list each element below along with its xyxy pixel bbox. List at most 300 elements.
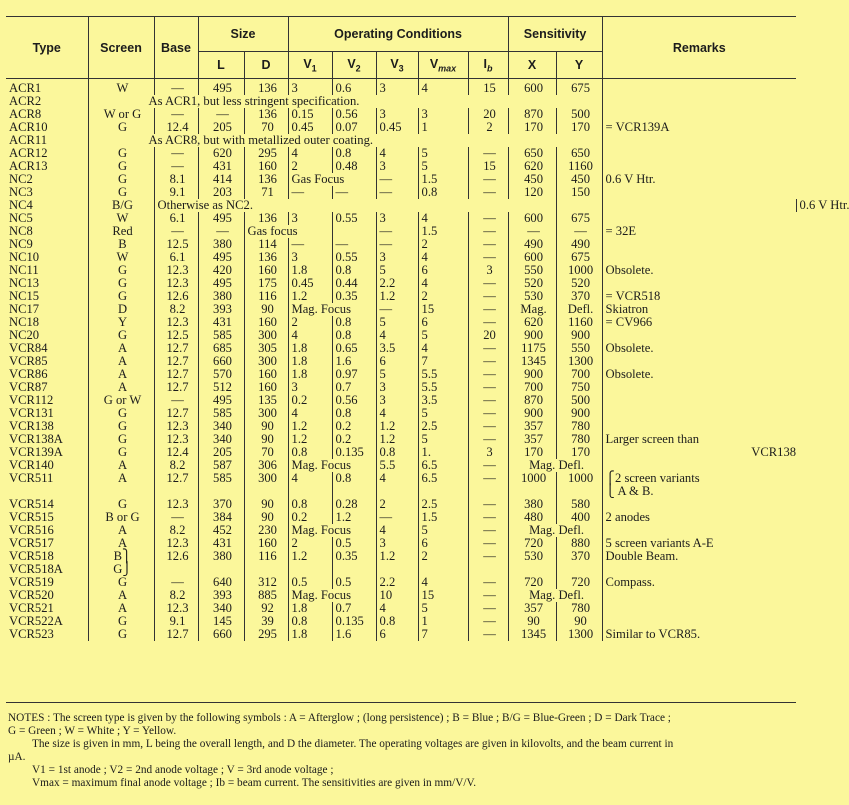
cell-d: 90	[244, 511, 288, 524]
cell-remarks	[602, 147, 796, 160]
cell-type: VCR511	[9, 471, 54, 485]
cell-l: 384	[198, 511, 244, 524]
cell-vmax: 5	[418, 602, 468, 615]
cell-y: 1160	[556, 316, 602, 329]
cell-l: 512	[198, 381, 244, 394]
cell-v2: 0.2	[332, 433, 376, 446]
cell-screen: B⎫	[88, 550, 154, 563]
cell-l: 380	[198, 550, 244, 563]
cell-type: VCR516	[9, 523, 54, 537]
cell-y: 780	[556, 420, 602, 433]
cell-type: NC8	[9, 224, 33, 238]
cell-type: NC13	[9, 276, 40, 290]
cell-remarks	[602, 79, 796, 96]
cell-d: 114	[244, 238, 288, 251]
cell-type: NC17	[9, 302, 40, 316]
cell-screen: W	[88, 251, 154, 264]
cell-l: 452	[198, 524, 244, 537]
cell-note-span: Otherwise as NC2.	[154, 199, 556, 212]
cell-d: 90	[244, 420, 288, 433]
cell-l: 570	[198, 368, 244, 381]
cell-screen: G	[88, 160, 154, 173]
cell-ib: —	[468, 498, 508, 511]
cell-ib: —	[468, 472, 508, 485]
cell-y: 880	[556, 537, 602, 550]
cell-v3: —	[376, 186, 418, 199]
cell-v2: 0.135	[332, 615, 376, 628]
cell-base: 12.3	[154, 264, 198, 277]
cell-base: —	[154, 79, 198, 96]
cell-screen: G	[88, 290, 154, 303]
cell-d: 230	[244, 524, 288, 537]
cell-v2: 0.8	[332, 264, 376, 277]
cell-d: 300	[244, 407, 288, 420]
cell-v2: 0.6	[332, 79, 376, 96]
cell-vmax: 4	[418, 212, 468, 225]
cell-vmax: 6	[418, 316, 468, 329]
cell-remarks	[602, 602, 796, 615]
cell-sensitivity: Mag. Defl.	[508, 524, 602, 537]
cell-d: 305	[244, 342, 288, 355]
cell-v3: 2.2	[376, 576, 418, 589]
cell-ib: 20	[468, 108, 508, 121]
cell-v3: 4	[376, 147, 418, 160]
cell-y: 1000	[556, 264, 602, 277]
notes-line-2: G = Green ; W = White ; Y = Yellow.	[8, 725, 177, 737]
cell-v2: 0.35	[332, 550, 376, 563]
cell-y: 1300	[556, 628, 602, 641]
cell-base: 12.3	[154, 316, 198, 329]
cell-l: 380	[198, 238, 244, 251]
cell-d: 160	[244, 264, 288, 277]
cell-ib: 15	[468, 79, 508, 96]
cell-type: VCR523	[9, 627, 54, 641]
cell-l: 660	[198, 628, 244, 641]
cell-ib: —	[468, 368, 508, 381]
cell-y: 400	[556, 511, 602, 524]
cell-x: 450	[508, 173, 556, 186]
cell-x: —	[508, 225, 556, 238]
header-sensitivity: Sensitivity	[508, 17, 602, 52]
cell-l: 203	[198, 186, 244, 199]
cell-screen: A	[88, 381, 154, 394]
cell-remarks	[602, 589, 796, 602]
cell-v2: —	[332, 238, 376, 251]
cell-base: 12.3	[154, 602, 198, 615]
cell-v2: 0.35	[332, 290, 376, 303]
header-x: X	[508, 52, 556, 79]
cell-vmax: 1.5	[418, 511, 468, 524]
cell-vmax: 2	[418, 550, 468, 563]
cell-vmax: 2	[418, 290, 468, 303]
cell-y: 170	[556, 446, 602, 459]
cell-d: 70	[244, 446, 288, 459]
cell-base: 12.4	[154, 446, 198, 459]
cell-vmax: 6.5	[418, 459, 468, 472]
cell-focus: Mag. Focus	[288, 524, 376, 537]
cell-v1: 1.8	[288, 342, 332, 355]
cell-type: VCR520	[9, 588, 54, 602]
cell-type: ACR11	[9, 133, 48, 147]
cell-v2: 0.65	[332, 342, 376, 355]
cell-remarks: Obsolete.	[602, 264, 796, 277]
cell-v3: 4	[376, 407, 418, 420]
cell-l: 393	[198, 303, 244, 316]
cell-type: NC9	[9, 237, 33, 251]
cell-type: VCR517	[9, 536, 54, 550]
cell-v2: 1.6	[332, 628, 376, 641]
cell-base: 12.5	[154, 329, 198, 342]
cell-vmax: 2.5	[418, 498, 468, 511]
header-base: Base	[154, 17, 198, 79]
cell-d: 116	[244, 290, 288, 303]
table-row	[6, 472, 796, 485]
cell-ib: 2	[468, 121, 508, 134]
cell-vmax: 5.5	[418, 381, 468, 394]
cell-ib: —	[468, 589, 508, 602]
cell-d: 92	[244, 602, 288, 615]
header-y: Y	[556, 52, 602, 79]
cell-type: VCR514	[9, 497, 54, 511]
cell-v3: 5	[376, 316, 418, 329]
cell-type: ACR1	[9, 81, 42, 95]
cell-remarks	[602, 238, 796, 251]
table-body	[6, 79, 849, 642]
cell-v1: 4	[288, 407, 332, 420]
cell-type: NC15	[9, 289, 40, 303]
cell-l: 340	[198, 602, 244, 615]
cell-screen: A	[88, 602, 154, 615]
cell-x: 700	[508, 381, 556, 394]
cell-type: VCR131	[9, 406, 54, 420]
cell-l: 640	[198, 576, 244, 589]
cell-v1: 3	[288, 212, 332, 225]
cell-type: VCR522A	[9, 614, 63, 628]
cell-focus: Mag. Focus	[288, 303, 376, 316]
cell-v1: 1.2	[288, 420, 332, 433]
cell-x: 530	[508, 290, 556, 303]
cell-note-span: As ACR1, but less stringent specification.	[88, 95, 602, 108]
cell-d: 312	[244, 576, 288, 589]
cell-v1: 1.8	[288, 602, 332, 615]
cell-v3: 1.2	[376, 290, 418, 303]
cell-ib: —	[468, 355, 508, 368]
cell-v3: 5	[376, 264, 418, 277]
cell-vmax: 5	[418, 147, 468, 160]
cell-v1: 1.2	[288, 290, 332, 303]
cell-ib: —	[468, 420, 508, 433]
cell-ib: —	[468, 186, 508, 199]
cell-x: 480	[508, 511, 556, 524]
cell-base: —	[154, 576, 198, 589]
cell-remarks: Similar to VCR85.	[602, 628, 796, 641]
crt-table	[6, 16, 849, 641]
cell-type: VCR139A	[9, 445, 63, 459]
cell-ib: —	[468, 212, 508, 225]
cell-x: 357	[508, 602, 556, 615]
cell-ib: —	[468, 576, 508, 589]
cell-y: 675	[556, 212, 602, 225]
cell-v3: 3	[376, 160, 418, 173]
cell-screen: G	[88, 420, 154, 433]
cell-v2: 0.5	[332, 537, 376, 550]
cell-y: 700	[556, 368, 602, 381]
cell-screen: G	[88, 446, 154, 459]
cell-screen: Y	[88, 316, 154, 329]
cell-v1: 3	[288, 79, 332, 96]
cell-vmax: 6	[418, 264, 468, 277]
cell-v1: 0.8	[288, 615, 332, 628]
cell-v2: 1.6	[332, 355, 376, 368]
cell-type: VCR515	[9, 510, 54, 524]
cell-base: 8.1	[154, 173, 198, 186]
cell-type: VCR86	[9, 367, 48, 381]
cell-vmax: 2	[418, 238, 468, 251]
cell-vmax: 4	[418, 251, 468, 264]
cell-v1: 2	[288, 537, 332, 550]
cell-x: 380	[508, 498, 556, 511]
cell-screen: W	[88, 79, 154, 96]
cell-y: Defl.	[556, 303, 602, 316]
cell-y: 720	[556, 576, 602, 589]
cell-x: 650	[508, 147, 556, 160]
cell-d: 136	[244, 251, 288, 264]
cell-base: 12.7	[154, 381, 198, 394]
cell-type: ACR12	[9, 146, 48, 160]
cell-y: 450	[556, 173, 602, 186]
cell-l: 380	[198, 290, 244, 303]
cell-v3: 4	[376, 602, 418, 615]
cell-vmax: 4	[418, 79, 468, 96]
cell-v1: 4	[288, 147, 332, 160]
cell-v2: 0.8	[332, 147, 376, 160]
cell-x: 720	[508, 576, 556, 589]
cell-v2: —	[332, 186, 376, 199]
cell-type: VCR138A	[9, 432, 63, 446]
cell-v2: 0.07	[332, 121, 376, 134]
cell-v3: —	[376, 511, 418, 524]
cell-ib: —	[468, 550, 508, 563]
cell-vmax: 1.	[418, 446, 468, 459]
cell-remarks	[602, 95, 796, 108]
cell-remarks	[602, 186, 796, 199]
cell-vmax: 7	[418, 628, 468, 641]
cell-x: Mag.	[508, 303, 556, 316]
cell-remarks	[602, 381, 796, 394]
cell-remarks: = VCR518	[602, 290, 796, 303]
cell-vmax: 4	[418, 576, 468, 589]
cell-type: VCR87	[9, 380, 48, 394]
cell-vmax: 5	[418, 433, 468, 446]
cell-ib: —	[468, 602, 508, 615]
cell-l: 414	[198, 173, 244, 186]
cell-v3: 2.2	[376, 277, 418, 290]
cell-screen: G	[88, 433, 154, 446]
cell-vmax: 3	[418, 108, 468, 121]
cell-base: 12.3	[154, 277, 198, 290]
cell-screen: A	[88, 355, 154, 368]
cell-v3: 0.8	[376, 446, 418, 459]
header-vmax: $V_{max}$	[418, 52, 468, 79]
cell-v1: 2	[288, 316, 332, 329]
header-v3: $V_3$	[376, 52, 418, 79]
cell-v1: 0.2	[288, 511, 332, 524]
cell-screen: B or G	[88, 511, 154, 524]
cell-x: 870	[508, 394, 556, 407]
cell-base: —	[154, 108, 198, 121]
cell-type: ACR2	[9, 94, 42, 108]
cell-d: 885	[244, 589, 288, 602]
cell-screen: G⎭	[88, 563, 154, 576]
cell-x: 600	[508, 212, 556, 225]
cell-ib: —	[468, 537, 508, 550]
cell-d: 160	[244, 316, 288, 329]
cell-screen: Red	[88, 225, 154, 238]
cell-base: 12.3	[154, 420, 198, 433]
cell-base: —	[154, 394, 198, 407]
cell-note-span: As ACR8, but with metallized outer coating.	[88, 134, 602, 147]
cell-screen: G	[88, 186, 154, 199]
cell-l: 420	[198, 264, 244, 277]
cell-x: 600	[508, 79, 556, 96]
cell-screen: G	[88, 576, 154, 589]
cell-v1: 1.2	[288, 433, 332, 446]
cell-v2: 0.56	[332, 108, 376, 121]
cell-l: 205	[198, 121, 244, 134]
cell-v3: 6	[376, 628, 418, 641]
cell-vmax: 2.5	[418, 420, 468, 433]
cell-v3: 3	[376, 108, 418, 121]
header-v2: $V_2$	[332, 52, 376, 79]
cell-screen: G	[88, 173, 154, 186]
cell-screen: G	[88, 407, 154, 420]
cell-screen: G	[88, 329, 154, 342]
cell-l: 620	[198, 147, 244, 160]
cell-type: VCR518	[9, 549, 54, 563]
cell-base: 8.2	[154, 589, 198, 602]
cell-type: ACR13	[9, 159, 48, 173]
cell-type: VCR521	[9, 601, 54, 615]
cell-v3: —	[376, 173, 418, 186]
cell-base: 8.2	[154, 459, 198, 472]
cell-l: 685	[198, 342, 244, 355]
cell-base: —	[154, 225, 198, 238]
cell-remarks: Larger screen than	[602, 433, 796, 446]
table-row	[6, 79, 796, 96]
cell-y: 650	[556, 147, 602, 160]
table-row	[6, 628, 796, 641]
cell-v2: 0.135	[332, 446, 376, 459]
cell-type: NC20	[9, 328, 40, 342]
cell-ib: —	[468, 615, 508, 628]
cell-y: 1160	[556, 160, 602, 173]
cell-screen: B/G	[88, 199, 154, 212]
cell-y	[602, 199, 796, 212]
cell-v1: 0.5	[288, 576, 332, 589]
cell-d: 160	[244, 537, 288, 550]
notes-line-6: Vmax = maximum final anode voltage ; Ib = beam current. The sensitivities are given in mm/V/V.	[32, 777, 477, 789]
header-remarks: Remarks	[602, 17, 796, 79]
cell-v2: 0.8	[332, 316, 376, 329]
cell-l: 145	[198, 615, 244, 628]
cell-v3: 5.5	[376, 459, 418, 472]
cell-screen: A	[88, 459, 154, 472]
header-type: Type	[6, 17, 88, 79]
cell-d: 160	[244, 368, 288, 381]
cell-v2: 0.8	[332, 472, 376, 485]
cell-v3: 3	[376, 394, 418, 407]
cell-v2: 1.2	[332, 511, 376, 524]
cell-v3: 3	[376, 79, 418, 96]
cell-v1: 0.45	[288, 121, 332, 134]
cell-y: 500	[556, 394, 602, 407]
table-row: NC4 B/G Otherwise as NC2. 0.6 V Htr.	[6, 199, 796, 212]
cell-screen: A	[88, 524, 154, 537]
cell-d: 136	[244, 173, 288, 186]
cell-ib: —	[468, 147, 508, 160]
notes-line-3: The size is given in mm, L being the overall length, and D the diameter. The operating voltages are given in kilovolts, and the beam current in	[32, 738, 674, 750]
cell-ib: 3	[468, 446, 508, 459]
cell-l: 495	[198, 212, 244, 225]
cell-remarks: = CV966	[602, 316, 796, 329]
cell-ib: —	[468, 381, 508, 394]
cell-x: 620	[508, 160, 556, 173]
cell-v1: —	[288, 186, 332, 199]
cell-x: 720	[508, 537, 556, 550]
cell-type: NC3	[9, 185, 33, 199]
cell-type: VCR84	[9, 341, 48, 355]
cell-screen: A	[88, 537, 154, 550]
cell-x: 550	[508, 264, 556, 277]
cell-remarks: Double Beam.	[602, 550, 796, 563]
cell-l: 340	[198, 420, 244, 433]
cell-y: 370	[556, 550, 602, 563]
cell-x: 1175	[508, 342, 556, 355]
cell-base: 12.4	[154, 121, 198, 134]
cell-x: 1000	[508, 472, 556, 485]
cell-y: 370	[556, 290, 602, 303]
cell-d: 136	[244, 79, 288, 96]
cell-vmax: 7	[418, 355, 468, 368]
cell-sensitivity: Mag. Defl.	[508, 589, 602, 602]
cell-x: 900	[508, 329, 556, 342]
cell-v3: 2	[376, 498, 418, 511]
cell-sensitivity: Mag. Defl.	[508, 459, 602, 472]
cell-screen: G	[88, 498, 154, 511]
cell-ib: —	[468, 524, 508, 537]
cell-y: 580	[556, 498, 602, 511]
cell-ib: —	[468, 407, 508, 420]
cell-vmax: 5.5	[418, 368, 468, 381]
cell-x: 1345	[508, 628, 556, 641]
cell-screen: W	[88, 212, 154, 225]
cell-base: 12.7	[154, 472, 198, 485]
cell-d: 116	[244, 550, 288, 563]
cell-vmax: 5	[418, 524, 468, 537]
cell-v2: 0.44	[332, 277, 376, 290]
cell-y: 900	[556, 329, 602, 342]
cell-v3: 4	[376, 524, 418, 537]
cell-base: 12.3	[154, 498, 198, 511]
cell-vmax: 1	[418, 615, 468, 628]
cell-d: 295	[244, 628, 288, 641]
cell-v1: 0.45	[288, 277, 332, 290]
cell-type: VCR140	[9, 458, 54, 472]
cell-v1: 0.8	[288, 498, 332, 511]
notes	[8, 712, 794, 790]
cell-l: 585	[198, 472, 244, 485]
cell-d: 70	[244, 121, 288, 134]
